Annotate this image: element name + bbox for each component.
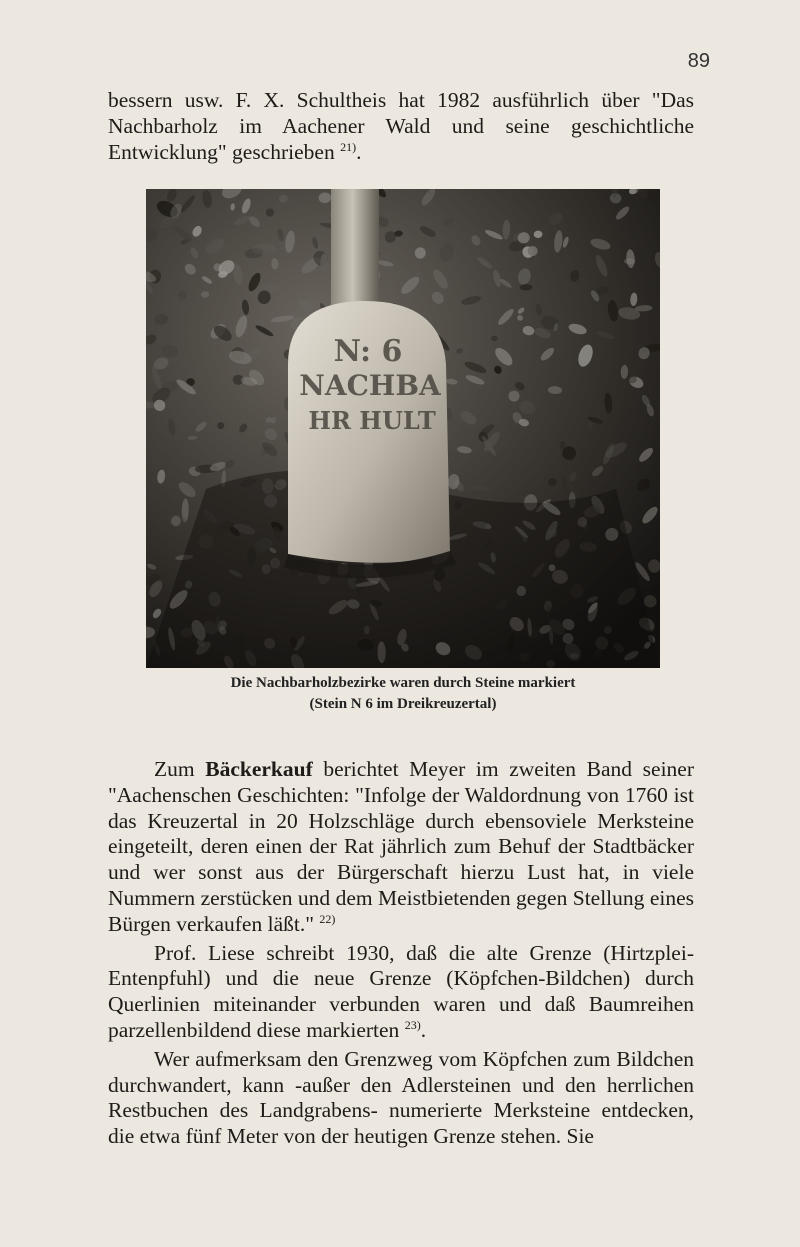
boundary-stone-photo [146, 189, 660, 668]
body-text [108, 757, 694, 1150]
intro-paragraph [108, 88, 694, 165]
paragraph-1-lead: Zum [154, 757, 206, 781]
stone-inscription-line1: N: 6 [333, 334, 403, 369]
caption-line1: Die Nachbarholzbezirke waren durch Steine markiert [230, 675, 576, 691]
footnote-ref-21: 21) [340, 139, 357, 154]
page-number: 89 [687, 50, 710, 72]
paragraph-grenzweg [108, 1047, 694, 1150]
footnote-ref-23: 23) [404, 1017, 421, 1032]
caption-line2: (Stein N 6 im Dreikreuzertal) [309, 696, 497, 712]
paragraph-2-text: Prof. Liese schreibt 1930, daß die alte Grenze (Hirtzplei-Entenpfuhl) und die neue Grenze (Köpfchen-Bildchen) durch Querlinien miteinander verbunden waren und daß Baumreihen parzellenbildend diese markierten [108, 940, 694, 1042]
paragraph-baeckerkauf [108, 757, 694, 938]
figure-caption [146, 673, 660, 715]
stone-inscription-line3: HR HULT [308, 406, 436, 435]
paragraph-2-period: . [420, 1017, 427, 1042]
paragraph-1-text: berichtet Meyer im zweiten Band seiner "Aachenschen Geschichten: "Infolge der Waldordnung von 1760 ist das Kreuzertal in 20 Holzschläge durch ebensoviele Merksteine eingeteilt, deren einen der Rat jährlich zum Behuf der Stadtbäcker und wer sonst aus der Bürgerschaft hierzu Lust hat, in viele Nummern zerstücken und dem Meistbietenden gegen Stellung eines Bürgen verkaufen läßt." [108, 757, 695, 936]
intro-period: . [356, 139, 362, 164]
footnote-ref-22: 22) [319, 911, 336, 926]
stone-inscription-line2: NACHBA [299, 369, 441, 402]
paragraph-1-bold-term: Bäckerkauf [205, 757, 313, 781]
intro-text: bessern usw. F. X. Schultheis hat 1982 ausführlich über "Das Nachbarholz im Aachener Wald und seine geschichtliche Entwicklung" geschrieben [108, 88, 694, 164]
paragraph-3-text: Wer aufmerksam den Grenzweg vom Köpfchen zum Bildchen durchwandert, kann -außer den Adlersteinen und den herrlichen Restbuchen des Landgrabens- numerierte Merksteine entdecken, die etwa fünf Meter von der heutigen Grenze stehen. Sie [108, 1046, 694, 1149]
paragraph-liese [108, 941, 694, 1044]
